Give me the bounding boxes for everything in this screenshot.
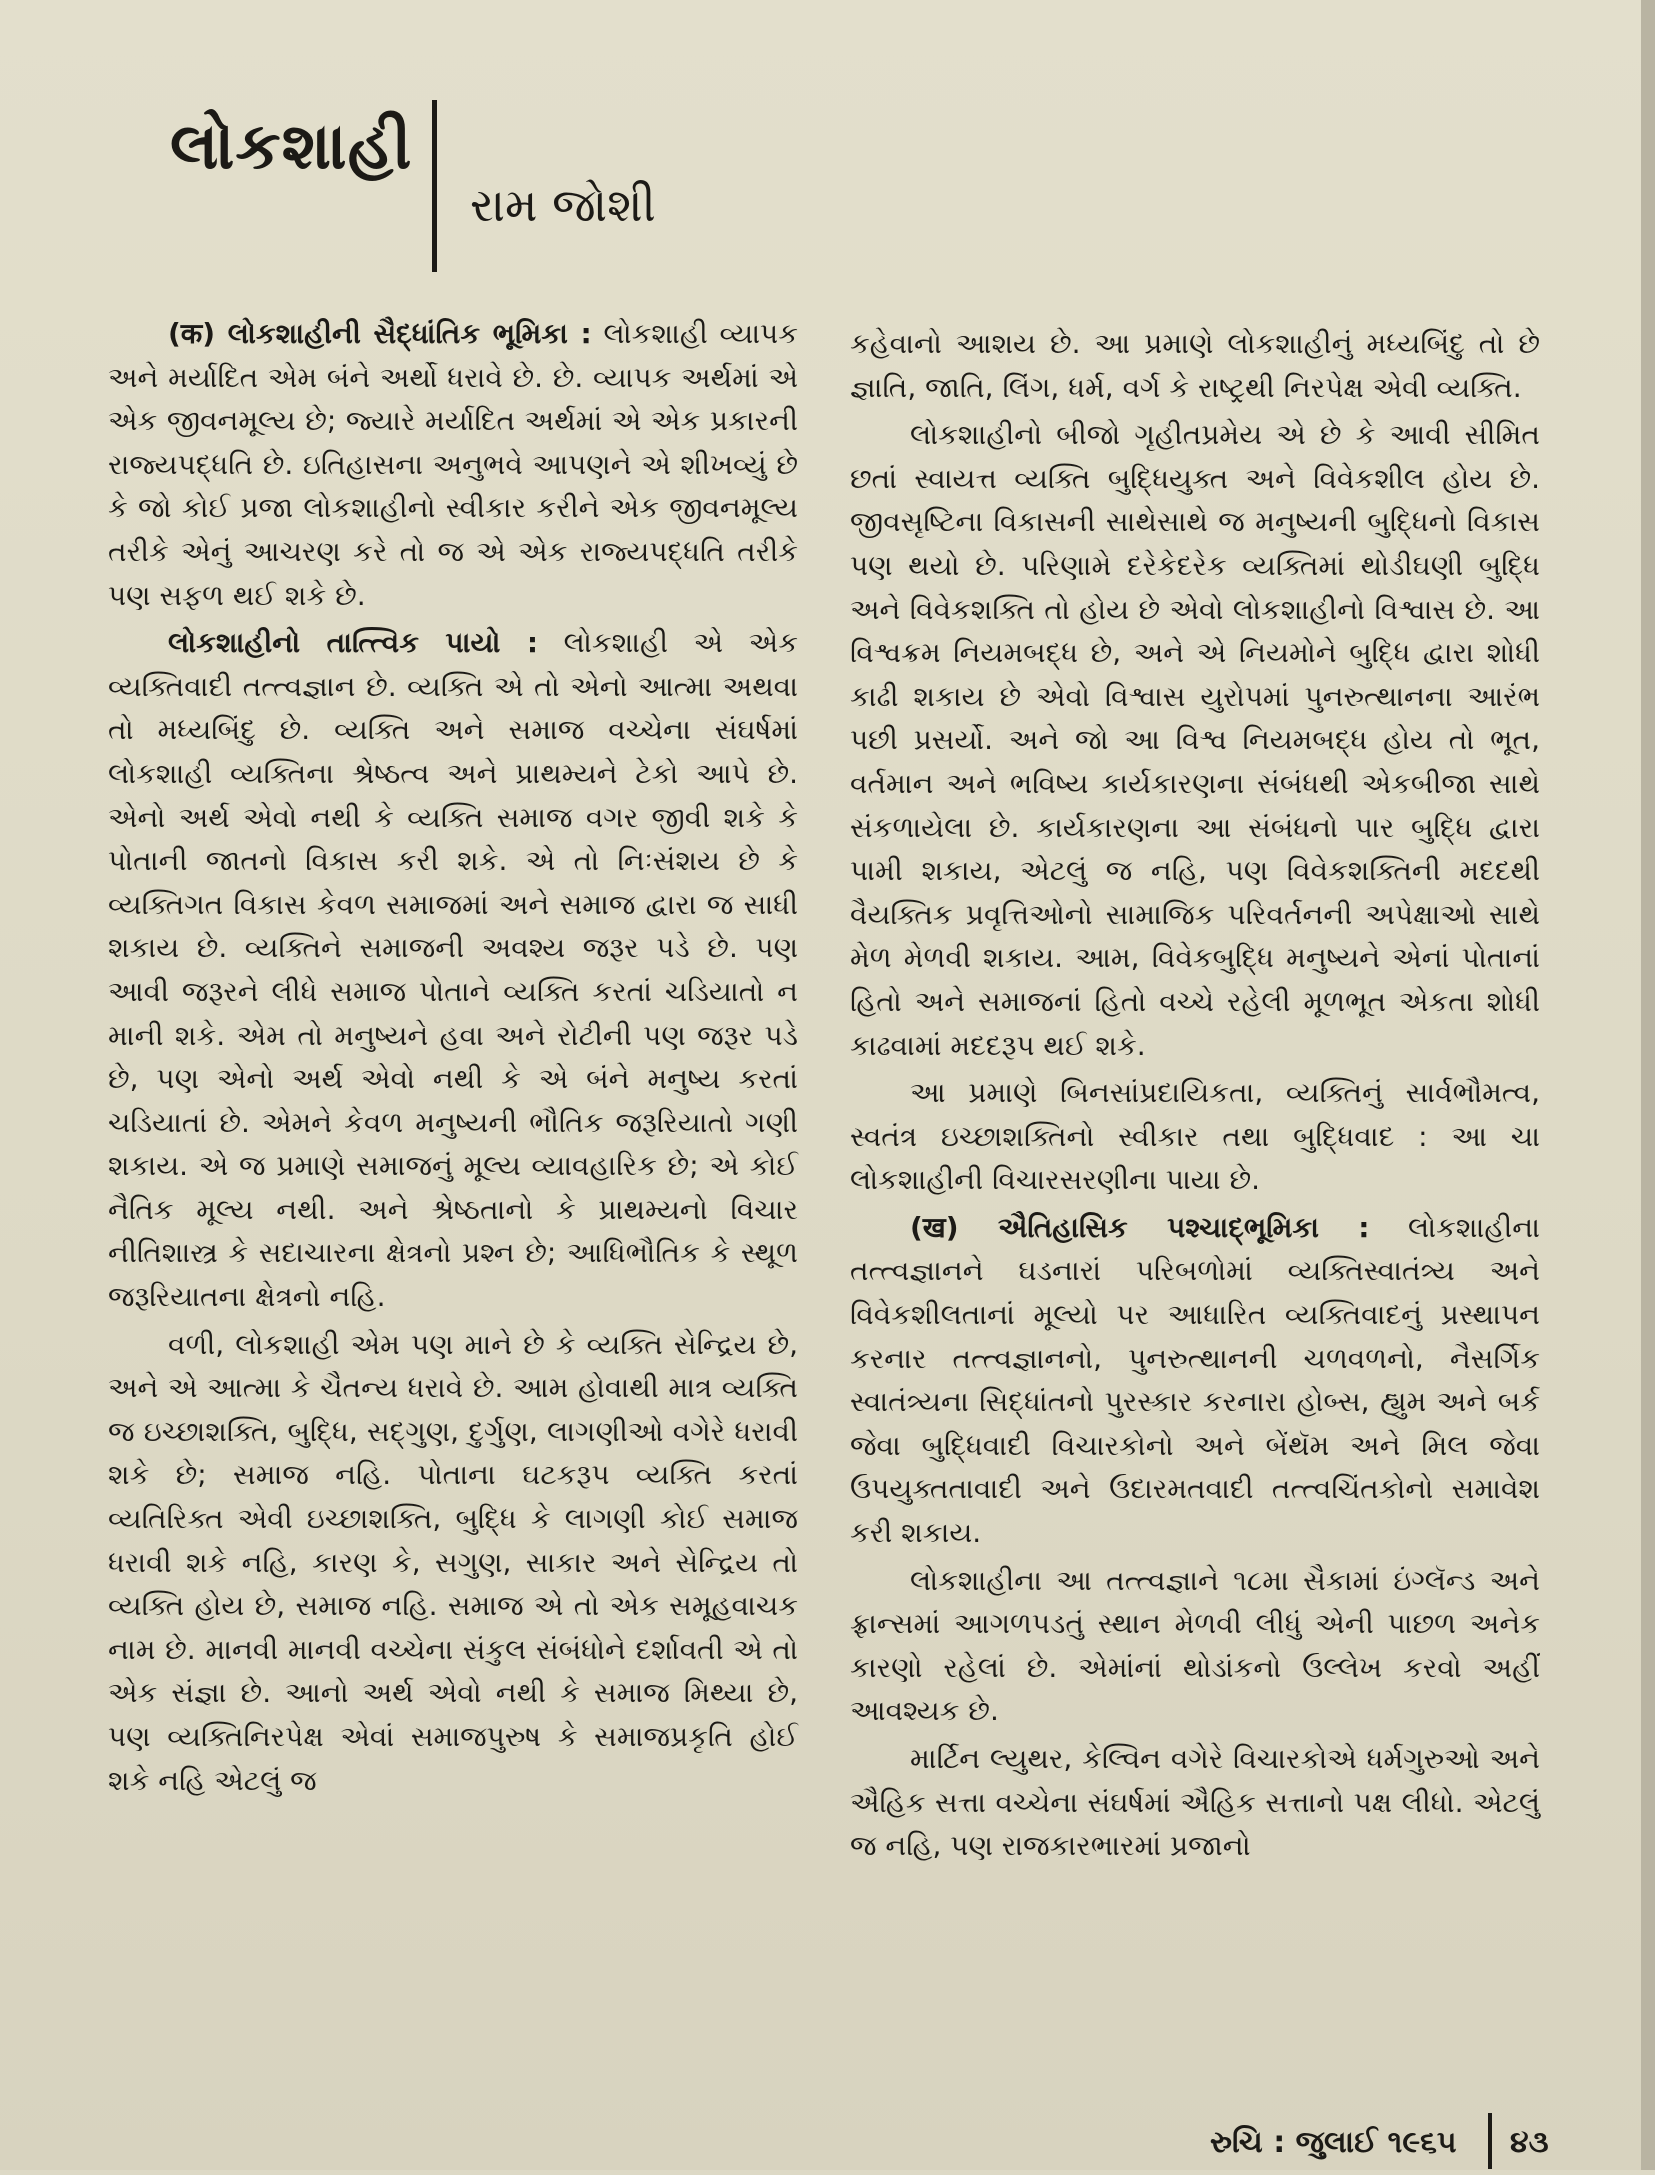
paragraph-text: આ પ્રમાણે બિનસાંપ્રદાયિકતા, વ્યક્તિનું સાર્વભૌમત્વ, સ્વતંત્ર ઇચ્છાશક્તિનો સ્વીકાર તથા બુદ્ધિવાદ : આ ચા લોકશાહીની વિચારસરણીના પાયા છે. (850, 1076, 1540, 1197)
page-edge (1641, 0, 1655, 2170)
paragraph (108, 312, 798, 617)
paragraph (108, 621, 798, 1319)
footer-divider (1488, 2113, 1492, 2169)
page-number: ૪૩ (1510, 2125, 1549, 2160)
article-title: લોકશાહી (170, 110, 413, 184)
paragraph (850, 1071, 1540, 1202)
paragraph-heading: લોકશાહીનો તાત્ત્વિક પાયો : (168, 626, 539, 660)
paragraph (850, 322, 1540, 409)
paragraph-text: વળી, લોકશાહી એમ પણ માને છે કે વ્યક્તિ સેન્દ્રિય છે, અને એ આત્મા કે ચૈતન્ય ધરાવે છે. આમ હોવાથી માત્ર વ્યક્તિ જ ઇચ્છાશક્તિ, બુદ્ધિ, સદ્ગુણ, દુર્ગુણ, લાગણીઓ વગેરે ધરાવી શકે છે; સમાજ નહિ. પોતાના ઘટકરૂપ વ્યક્તિ કરતાં વ્યતિરિક્ત એવી ઇચ્છાશક્તિ, બુદ્ધિ કે લાગણી કોઈ સમાજ ધરાવી શકે નહિ, કારણ કે, સગુણ, સાકાર અને સેન્દ્રિય તો વ્યક્તિ હોય છે, સમાજ નહિ. સમાજ એ તો એક સમૂહવાચક નામ છે. માનવી માનવી વચ્ચેના સંકુલ સંબંધોને દર્શાવતી એ તો એક સંજ્ઞા છે. આનો અર્થ એવો નથી કે સમાજ મિથ્યા છે, પણ વ્યક્તિનિરપેક્ષ એવાં સમાજપુરુષ કે સમાજપ્રકૃતિ હોઈ શકે નહિ એટલું જ (108, 1327, 798, 1797)
paragraph (850, 1206, 1540, 1555)
right-column (850, 322, 1540, 1872)
journal-name: રુચિ : જુલાઈ ૧૯૬૫ (1210, 2125, 1457, 2160)
paragraph-text: લોકશાહીના આ તત્ત્વજ્ઞાને ૧૮મા સૈકામાં ઇંગ્લૅન્ડ અને ફ્રાન્સમાં આગળપડતું સ્થાન મેળવી લીધું એની પાછળ અનેક કારણો રહેલાં છે. એમાંનાં થોડાંકનો ઉલ્લેખ કરવો અહીં આવશ્યક છે. (850, 1563, 1540, 1728)
paragraph-heading: (क) લોકશાહીની સૈદ્ધાંતિક ભૂમિકા : (168, 317, 592, 350)
paragraph (850, 1737, 1540, 1868)
paragraph-text: માર્ટિન લ્યુથર, કેલ્વિન વગેરે વિચારકોએ ધર્મગુરુઓ અને ઐહિક સત્તા વચ્ચેના સંઘર્ષમાં ઐહિક સત્તાનો પક્ષ લીધો. એટલું જ નહિ, પણ રાજકારભારમાં પ્રજાનો (850, 1742, 1540, 1863)
paragraph-text: લોકશાહી એ એક વ્યક્તિવાદી તત્ત્વજ્ઞાન છે. વ્યક્તિ એ તો એનો આત્મા અથવા તો મધ્યબિંદુ છે. વ્યક્તિ અને સમાજ વચ્ચેના સંઘર્ષમાં લોકશાહી વ્યક્તિના શ્રેષ્ઠત્વ અને પ્રાથમ્યને ટેકો આપે છે. એનો અર્થ એવો નથી કે વ્યક્તિ સમાજ વગર જીવી શકે કે પોતાની જાતનો વિકાસ કરી શકે. એ તો નિઃસંશય છે કે વ્યક્તિગત વિકાસ કેવળ સમાજમાં અને સમાજ દ્વારા જ સાધી શકાય છે. વ્યક્તિને સમાજની અવશ્ય જરૂર પડે છે. પણ આવી જરૂરને લીધે સમાજ પોતાને વ્યક્તિ કરતાં ચડિયાતો ન માની શકે. એમ તો મનુષ્યને હવા અને રોટીની પણ જરૂર પડે છે, પણ એનો અર્થ એવો નથી કે એ બંને મનુષ્ય કરતાં ચડિયાતાં છે. એમને કેવળ મનુષ્યની ભૌતિક જરૂરિયાતો ગણી શકાય. એ જ પ્રમાણે સમાજનું મૂલ્ય વ્યાવહારિક છે; એ કોઈ નૈતિક મૂલ્ય નથી. અને શ્રેષ્ઠતાનો કે પ્રાથમ્યનો વિચાર નીતિશાસ્ત્ર કે સદાચારના ક્ષેત્રનો પ્રશ્ન છે; આધિભૌતિક કે સ્થૂળ જરૂરિયાતના ક્ષેત્રનો નહિ. (108, 626, 798, 1314)
paragraph-heading: (ख) ઐતિહાસિક પશ્ચાદ્ભૂમિકા : (910, 1210, 1370, 1244)
paragraph (850, 1559, 1540, 1733)
paragraph-text: લોકશાહીના તત્ત્વજ્ઞાનને ઘડનારાં પરિબળોમાં વ્યક્તિસ્વાતંત્ર્ય અને વિવેકશીલતાનાં મૂલ્યો પર આધારિત વ્યક્તિવાદનું પ્રસ્થાપન કરનાર તત્ત્વજ્ઞાનનો, પુનરુત્થાનની ચળવળનો, નૈસર્ગિક સ્વાતંત્ર્યના સિદ્ધાંતનો પુરસ્કાર કરનારા હોબ્સ, હ્યુમ અને બર્ક જેવા બુદ્ધિવાદી વિચારકોનો અને બેંથૅમ અને મિલ જેવા ઉપયુક્તતાવાદી અને ઉદારમતવાદી તત્ત્વચિંતકોનો સમાવેશ કરી શકાય. (850, 1210, 1540, 1550)
paragraph-text: કહેવાનો આશય છે. આ પ્રમાણે લોકશાહીનું મધ્યબિંદુ તો છે જ્ઞાતિ, જાતિ, લિંગ, ધર્મ, વર્ગ કે રાષ્ટ્રથી નિરપેક્ષ એવી વ્યક્તિ. (850, 327, 1540, 404)
author-name: રામ જોશી (470, 178, 656, 232)
paragraph-text: લોકશાહી વ્યાપક અને મર્યાદિત એમ બંને અર્થો ધરાવે છે. છે. વ્યાપક અર્થમાં એ એક જીવનમૂલ્ય છે; જ્યારે મર્યાદિત અર્થમાં એ એક પ્રકારની રાજ્યપદ્ધતિ છે. ઇતિહાસના અનુભવે આપણને એ શીખવ્યું છે કે જો કોઈ પ્રજા લોકશાહીનો સ્વીકાર કરીને એક જીવનમૂલ્ય તરીકે એનું આચરણ કરે તો જ એ એક રાજ્યપદ્ધતિ તરીકે પણ સફળ થઈ શકે છે. (108, 317, 798, 612)
paragraph (850, 413, 1540, 1067)
title-divider (432, 100, 437, 272)
paragraph (108, 1323, 798, 1803)
paragraph-text: લોકશાહીનો બીજો ગૃહીતપ્રમેય એ છે કે આવી સીમિત છતાં સ્વાયત્ત વ્યક્તિ બુદ્ધિયુક્ત અને વિવેકશીલ હોય છે. જીવસૃષ્ટિના વિકાસની સાથેસાથે જ મનુષ્યની બુદ્ધિનો વિકાસ પણ થયો છે. પરિણામે દરેકેદરેક વ્યક્તિમાં થોડીઘણી બુદ્ધિ અને વિવેકશક્તિ તો હોય છે એવો લોકશાહીનો વિશ્વાસ છે. આ વિશ્વક્રમ નિયમબદ્ધ છે, અને એ નિયમોને બુદ્ધિ દ્વારા શોધી કાઢી શકાય છે એવો વિશ્વાસ યુરોપમાં પુનરુત્થાનના આરંભ પછી પ્રસર્યો. અને જો આ વિશ્વ નિયમબદ્ધ હોય તો ભૂત, વર્તમાન અને ભવિષ્ય કાર્યકારણના સંબંધથી એકબીજા સાથે સંકળાયેલા છે. કાર્યકારણના આ સંબંધનો પાર બુદ્ધિ દ્વારા પામી શકાય, એટલું જ નહિ, પણ વિવેકશક્તિની મદદથી વૈયક્તિક પ્રવૃત્તિઓનો સામાજિક પરિવર્તનની અપેક્ષાઓ સાથે મેળ મેળવી શકાય. આમ, વિવેકબુદ્ધિ મનુષ્યને એનાં પોતાનાં હિતો અને સમાજનાં હિતો વચ્ચે રહેલી મૂળભૂત એકતા શોધી કાઢવામાં મદદરૂપ થઈ શકે. (850, 418, 1540, 1062)
left-column (108, 312, 798, 1806)
